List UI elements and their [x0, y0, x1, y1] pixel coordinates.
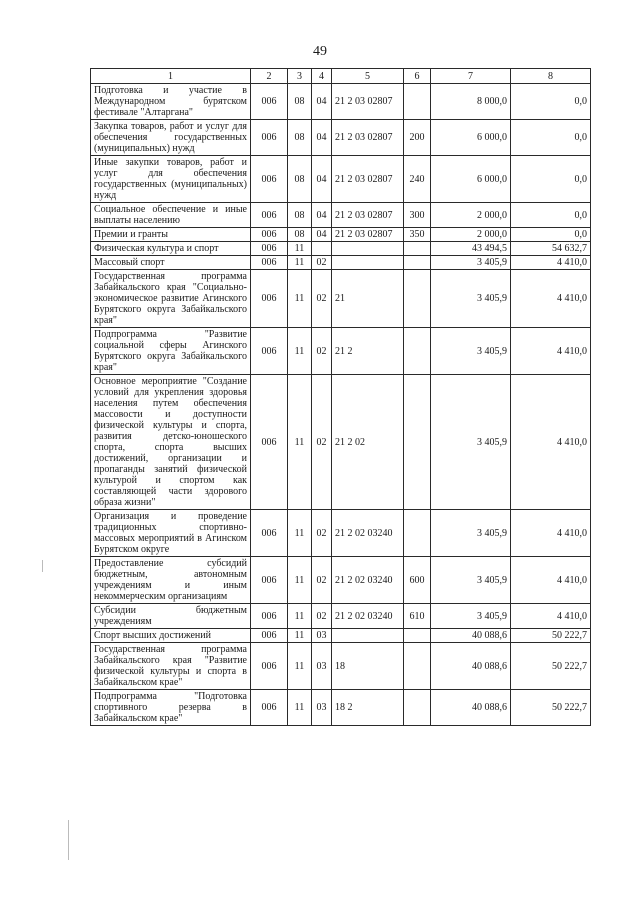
row-section-cell: 11 [288, 242, 312, 256]
row-amount-year1-cell: 43 494,5 [431, 242, 511, 256]
row-subsection-cell: 04 [312, 84, 332, 120]
row-target-article-cell: 21 2 03 02807 [332, 84, 404, 120]
row-section-cell: 11 [288, 604, 312, 629]
table-row [91, 690, 591, 726]
row-name-cell: Физическая культура и спорт [91, 242, 251, 256]
row-name-cell: Социальное обеспечение и иные выплаты населению [91, 203, 251, 228]
row-name-cell: Массовый спорт [91, 256, 251, 270]
row-amount-year2-cell: 4 410,0 [511, 256, 591, 270]
table-body [91, 84, 591, 726]
row-target-article-cell: 21 [332, 270, 404, 328]
row-target-article-cell: 21 2 03 02807 [332, 203, 404, 228]
row-code-cell: 006 [251, 643, 288, 690]
row-amount-year2-cell: 0,0 [511, 228, 591, 242]
column-header: 8 [511, 69, 591, 84]
row-name-cell: Спорт высших достижений [91, 629, 251, 643]
row-subsection-cell: 03 [312, 629, 332, 643]
table-header-row [91, 69, 591, 84]
row-code-cell: 006 [251, 510, 288, 557]
table-row [91, 84, 591, 120]
column-header: 4 [312, 69, 332, 84]
row-code-cell: 006 [251, 629, 288, 643]
row-section-cell: 11 [288, 328, 312, 375]
row-subsection-cell: 02 [312, 604, 332, 629]
column-header: 2 [251, 69, 288, 84]
row-target-article-cell [332, 242, 404, 256]
row-amount-year1-cell: 3 405,9 [431, 557, 511, 604]
row-section-cell: 11 [288, 557, 312, 604]
row-code-cell: 006 [251, 203, 288, 228]
row-code-cell: 006 [251, 156, 288, 203]
row-amount-year2-cell: 50 222,7 [511, 690, 591, 726]
row-expense-type-cell: 610 [404, 604, 431, 629]
row-amount-year1-cell: 6 000,0 [431, 120, 511, 156]
row-amount-year2-cell: 0,0 [511, 203, 591, 228]
row-section-cell: 08 [288, 120, 312, 156]
table-row [91, 242, 591, 256]
row-amount-year2-cell: 0,0 [511, 156, 591, 203]
row-amount-year2-cell: 4 410,0 [511, 604, 591, 629]
row-section-cell: 11 [288, 256, 312, 270]
table-row [91, 643, 591, 690]
row-amount-year1-cell: 40 088,6 [431, 690, 511, 726]
row-expense-type-cell: 200 [404, 120, 431, 156]
row-amount-year2-cell: 0,0 [511, 84, 591, 120]
row-name-cell: Подпрограмма "Развитие социальной сферы Агинского Бурятского округа Забайкальского края" [91, 328, 251, 375]
row-code-cell: 006 [251, 690, 288, 726]
row-section-cell: 11 [288, 375, 312, 510]
column-header: 1 [91, 69, 251, 84]
budget-table [90, 68, 591, 726]
row-expense-type-cell [404, 375, 431, 510]
row-amount-year2-cell: 50 222,7 [511, 629, 591, 643]
row-amount-year2-cell: 4 410,0 [511, 510, 591, 557]
row-target-article-cell: 21 2 03 02807 [332, 156, 404, 203]
table-row [91, 203, 591, 228]
table-row [91, 629, 591, 643]
row-expense-type-cell [404, 328, 431, 375]
row-name-cell: Государственная программа Забайкальского края "Социально-экономическое развитие Агинского Бурятского округа Забайкальского края" [91, 270, 251, 328]
row-expense-type-cell [404, 510, 431, 557]
row-amount-year2-cell: 0,0 [511, 120, 591, 156]
row-name-cell: Организация и проведение традиционных спортивно-массовых мероприятий в Агинском Бурятском округе [91, 510, 251, 557]
row-code-cell: 006 [251, 120, 288, 156]
row-code-cell: 006 [251, 84, 288, 120]
row-target-article-cell: 21 2 02 03240 [332, 604, 404, 629]
row-name-cell: Основное мероприятие "Создание условий для укрепления здоровья населения путем обеспечения массовости и доступности физической культуры и спорта, развития детско-юношеского спорта, спорта высших достижений, организации и пропаганды занятий физической культурой и спортом как составляющей части здорового образа жизни" [91, 375, 251, 510]
row-code-cell: 006 [251, 242, 288, 256]
row-subsection-cell: 02 [312, 557, 332, 604]
row-code-cell: 006 [251, 604, 288, 629]
row-amount-year1-cell: 3 405,9 [431, 604, 511, 629]
table-row [91, 156, 591, 203]
row-amount-year1-cell: 40 088,6 [431, 629, 511, 643]
row-target-article-cell: 18 [332, 643, 404, 690]
row-expense-type-cell [404, 643, 431, 690]
row-subsection-cell: 04 [312, 120, 332, 156]
row-expense-type-cell: 240 [404, 156, 431, 203]
row-target-article-cell: 21 2 03 02807 [332, 228, 404, 242]
column-header: 7 [431, 69, 511, 84]
row-name-cell: Субсидии бюджетным учреждениям [91, 604, 251, 629]
row-expense-type-cell: 300 [404, 203, 431, 228]
row-subsection-cell: 02 [312, 256, 332, 270]
row-amount-year2-cell: 50 222,7 [511, 643, 591, 690]
row-subsection-cell: 02 [312, 328, 332, 375]
row-target-article-cell: 21 2 02 03240 [332, 557, 404, 604]
row-section-cell: 08 [288, 228, 312, 242]
scan-artifact [42, 560, 43, 572]
row-name-cell: Премии и гранты [91, 228, 251, 242]
row-subsection-cell [312, 242, 332, 256]
row-section-cell: 11 [288, 270, 312, 328]
table-row [91, 375, 591, 510]
row-expense-type-cell [404, 270, 431, 328]
table-row [91, 256, 591, 270]
row-section-cell: 11 [288, 510, 312, 557]
row-section-cell: 08 [288, 203, 312, 228]
row-code-cell: 006 [251, 256, 288, 270]
row-code-cell: 006 [251, 375, 288, 510]
row-amount-year1-cell: 40 088,6 [431, 643, 511, 690]
column-header: 5 [332, 69, 404, 84]
row-code-cell: 006 [251, 228, 288, 242]
row-expense-type-cell [404, 256, 431, 270]
table-row [91, 557, 591, 604]
row-target-article-cell: 21 2 03 02807 [332, 120, 404, 156]
row-amount-year1-cell: 3 405,9 [431, 510, 511, 557]
row-amount-year2-cell: 54 632,7 [511, 242, 591, 256]
row-subsection-cell: 04 [312, 156, 332, 203]
row-subsection-cell: 03 [312, 643, 332, 690]
table-row [91, 120, 591, 156]
row-target-article-cell [332, 256, 404, 270]
row-name-cell: Государственная программа Забайкальского края "Развитие физической культуры и спорта в Забайкальском крае" [91, 643, 251, 690]
row-target-article-cell: 21 2 [332, 328, 404, 375]
row-name-cell: Подпрограмма "Подготовка спортивного резерва в Забайкальском крае" [91, 690, 251, 726]
row-expense-type-cell: 350 [404, 228, 431, 242]
row-section-cell: 11 [288, 629, 312, 643]
row-expense-type-cell [404, 690, 431, 726]
row-name-cell: Иные закупки товаров, работ и услуг для обеспечения государственных (муниципальных) нужд [91, 156, 251, 203]
table-row [91, 270, 591, 328]
row-code-cell: 006 [251, 270, 288, 328]
page-number: 49 [313, 44, 327, 59]
row-subsection-cell: 04 [312, 203, 332, 228]
row-target-article-cell [332, 629, 404, 643]
row-code-cell: 006 [251, 328, 288, 375]
row-amount-year1-cell: 2 000,0 [431, 203, 511, 228]
table-row [91, 228, 591, 242]
row-target-article-cell: 21 2 02 03240 [332, 510, 404, 557]
row-subsection-cell: 02 [312, 510, 332, 557]
row-amount-year2-cell: 4 410,0 [511, 270, 591, 328]
row-amount-year1-cell: 6 000,0 [431, 156, 511, 203]
row-section-cell: 08 [288, 84, 312, 120]
row-subsection-cell: 02 [312, 375, 332, 510]
column-header: 3 [288, 69, 312, 84]
row-section-cell: 11 [288, 643, 312, 690]
row-expense-type-cell [404, 242, 431, 256]
row-section-cell: 08 [288, 156, 312, 203]
row-amount-year2-cell: 4 410,0 [511, 557, 591, 604]
row-amount-year1-cell: 8 000,0 [431, 84, 511, 120]
row-expense-type-cell: 600 [404, 557, 431, 604]
row-name-cell: Подготовка и участие в Международном бурятском фестивале "Алтаргана" [91, 84, 251, 120]
row-expense-type-cell [404, 629, 431, 643]
row-subsection-cell: 03 [312, 690, 332, 726]
row-name-cell: Закупка товаров, работ и услуг для обеспечения государственных (муниципальных) нужд [91, 120, 251, 156]
column-header: 6 [404, 69, 431, 84]
row-amount-year1-cell: 3 405,9 [431, 328, 511, 375]
row-amount-year1-cell: 3 405,9 [431, 375, 511, 510]
row-amount-year1-cell: 2 000,0 [431, 228, 511, 242]
row-section-cell: 11 [288, 690, 312, 726]
table-row [91, 510, 591, 557]
row-target-article-cell: 21 2 02 [332, 375, 404, 510]
row-name-cell: Предоставление субсидий бюджетным, автономным учреждениям и иным некоммерческим организациям [91, 557, 251, 604]
row-amount-year1-cell: 3 405,9 [431, 270, 511, 328]
scan-artifact [68, 820, 69, 860]
row-amount-year1-cell: 3 405,9 [431, 256, 511, 270]
table-row [91, 604, 591, 629]
row-subsection-cell: 02 [312, 270, 332, 328]
row-amount-year2-cell: 4 410,0 [511, 375, 591, 510]
table-row [91, 328, 591, 375]
row-amount-year2-cell: 4 410,0 [511, 328, 591, 375]
row-subsection-cell: 04 [312, 228, 332, 242]
row-target-article-cell: 18 2 [332, 690, 404, 726]
row-code-cell: 006 [251, 557, 288, 604]
row-expense-type-cell [404, 84, 431, 120]
